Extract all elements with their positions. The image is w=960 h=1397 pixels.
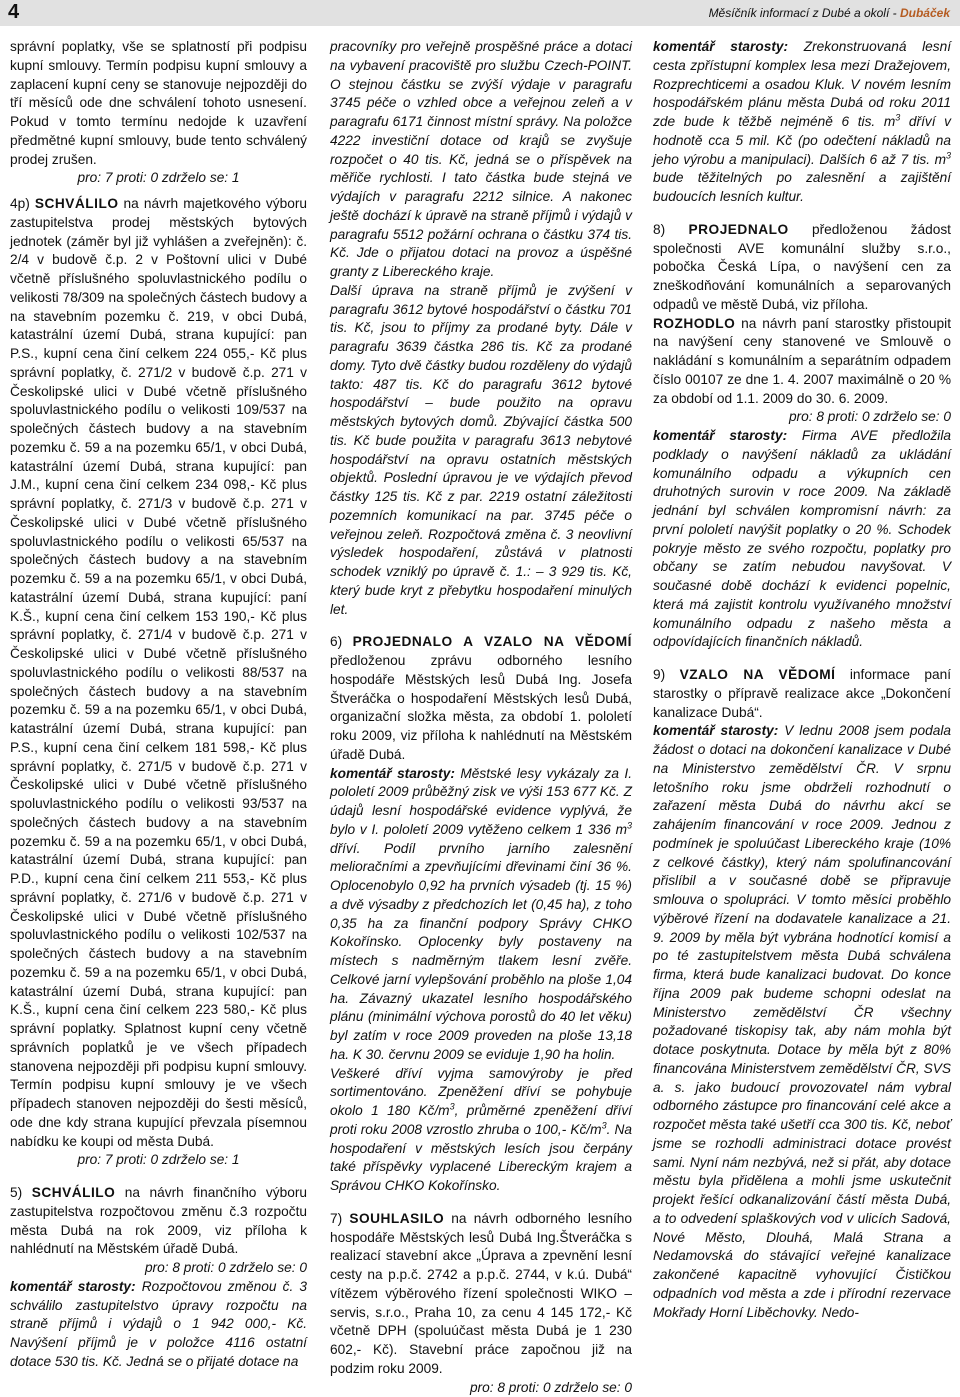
comment-label: komentář starosty: [653,723,778,738]
resolution-8-decision [653,315,951,409]
comment-text: Městské lesy vykázaly za I. pololetí 2009 průběžný zisk ve výši 153 677 Kč. Z údajů lesní hospodářské evidence vyplývá, že bylo v I. pololetí 2009 vytěženo celkem 1 336 m [330,766,632,837]
vote-result: pro: 8 proti: 0 zdrželo se: 0 [330,1379,632,1397]
comment-text: V lednu 2008 jsem podala žádost o dotaci na dokončení kanalizace v Dubé na Ministerstvo zemědělství ČR. V srpnu letošního roku jsme obdrželi rozhodnutí o zařazení města Dubá do návrhu akcí se zahájením financování v roce 2009. Jednou z podmínek je spoluúčast Libereckého kraje (10% z celkové částky), který nám spolufinancování přislíbil a v současné době se připravuje smlouva o spolupráci. V tomto měsíci proběhlo výběrové řízení na dodavatele kanalizace a 21. 9. 2009 by měla být vybrána hodnotící komisí a po té zastupitelstvem města Dubá schválena firma, která bude kanalizaci budovat. Do konce října 2009 pak budeme schopni odeslat na Ministerstvo zemědělství ČR všechny požadované tiskopisy tak, aby nám mohla být dotace poskytnuta. Dotace by měla být z 80% financována Ministerstvem zemědělství ČR, SVS a. s. jako budoucí provozovatel nám vybral odborného zástupce pro financování celé akce a rozpočet města také ušetří cca 300 tis. Kč, neboť jsme se rozhodli administraci dotace provést sami. Nyní nám nezbývá, než si přát, aby dotace městu byla přidělena a mohli jsme uskutečnit projekt řešící odkanalizování částí města Dubá, a to odvedení splaškových vod v ulicích Sadová, Nové Město, Dlouhá, Malá Strana a Nedamovská do stávající veřejné kanalizace zakončené kapacitně vyhovující Čističkou odpadních vod města a zde i přírodní rezervace Mokřady Horní Liběchovky. Nedo- [653,723,951,1319]
vote-result: pro: 7 proti: 0 zdrželo se: 1 [10,1151,307,1170]
resolution-keyword: SOUHLASILO [349,1211,444,1226]
resolution-7 [330,1210,632,1379]
comment-label: komentář starosty: [653,428,787,443]
comment-text: dříví v hodnotě cca 5 mil. Kč (po odečtení nákladů na jeho výrobu a manipulaci). Dalších 6 až 7 tis. m [653,114,951,167]
resolution-6 [330,633,632,764]
page-number: 4 [8,1,19,24]
mayor-comment [330,765,632,1065]
page-header [0,0,960,26]
resolution-5 [10,1184,307,1259]
resolution-text: předloženou zprávu odborného lesního hospodáře Městských lesů Dubá Ing. Josefa Štveráčka o hospodaření Městských lesů Dubá, organizační složka města, za období 1. pololetí roku 2009, viz příloha k nahlédnutí na Městském úřadě Dubá. [330,653,632,762]
resolution-keyword: PROJEDNALO [689,222,789,237]
vote-result: pro: 7 proti: 0 zdrželo se: 1 [10,169,307,188]
comment-text: Rozpočtovou změnou č. 3 schválilo zastupitelstvo úpravy rozpočtu na straně příjmů i výdajů o 1 942 000,- Kč. Navýšení příjmů je v položce 4116 ostatní dotace 530 tis. Kč. Jedná se o přijaté dotace na [10,1279,307,1369]
resolution-text: informace paní starostky o přípravě realizace akce „Dokončení kanalizace Dubá“. [653,667,951,720]
superscript: 3 [946,150,951,160]
mayor-comment [653,38,951,207]
superscript: 3 [602,1120,607,1130]
running-title [709,6,950,20]
publication-name: Měsíčník informací z Dubé a okolí - [709,6,900,20]
brand-name: Dubáček [900,6,950,20]
resolution-text: na návrh odborného lesního hospodáře Městských lesů Dubá Ing.Štveráčka s realizací stavební akce „Úprava a zpevnění lesní cesty na p.p.č. 2742 a p.p.č. 2744, v k.ú. Dubá“ vítězem výběrového řízení společnosti WIKO – servis, s.r.o., Praha 10, za cenu 4 145 172,- Kč včetně DPH (spoluúčast města Dubá je 1 230 602,- Kč). Stavební práce započnou již na podzim roku 2009. [330,1211,632,1376]
resolution-keyword: SCHVÁLILO [35,196,119,211]
paragraph: Další úprava na straně příjmů je zvýšení v paragrafu 3612 bytové hospodářství o částku 701 tis. Kč, jsou to příjmy za prodané byty. Dále v paragrafu 3639 částka 286 tis. Kč za prodané domy. Tyto dvě částky budou rozděleny do výdajů takto: 487 tis. Kč do paragrafu 3612 bytové hospodářství – bude použito na opravu městských bytových domů. Zbývající částka 500 tis. Kč bude použita v paragrafu 3613 nebytové hospodářství na opravu ostatních městských objektů. Poslední úpravou je ve výdajích převod částky 125 tis. Kč z par. 2219 ostatní záležitosti pozemních komunikací na par. 3745 péče o veřejnou zeleň. Rozpočtová změna č. 3 neovlivní výsledek hospodaření, zůstává v platnosti schodek vzniklý po úpravě č. 1.: – 3 929 tis. Kč, který bude kryt z přebytku hospodaření minulých let. [330,282,632,620]
vote-result: pro: 8 proti: 0 zdrželo se: 0 [653,408,951,427]
resolution-keyword: SCHVÁLILO [32,1185,116,1200]
paragraph: správní poplatky, vše se splatností při podpisu kupní smlouvy. Termín podpisu kupní smlouvy a zaplacení kupní ceny se stanovuje nejpozději do tří měsíců ode dne schválení tohoto usnesení. Pokud v tomto termínu nedojde k uzavření předmětné kupní smlouvy, bude tento schválený prodej zrušen. [10,38,307,169]
comment-text: Firma AVE předložila podklady o navýšení nákladů za ukládání komunálního odpadu a výkupních cen druhotných surovin v roce 2009. Na základě jednání byl schválen kompromisní návrh: za první pololetí navýšit poplatky o 20 %. Schodek pokryje město ze svého rozpočtu, poplatky pro občany se zatím nebudou navyšovat. V současné době dochází k evidenci popelnic, která má zajistit kontrolu využívaného množství komunálního odpadu z našeho města a odpovídajících finančních nákladů. [653,428,951,649]
comment-text: dříví. Podíl prvního jarního zalesnění melioračními a zpevňujícími dřevinami činí 36 %. Oplocenobylo 0,92 ha prvních výsadeb (tj. 15 %) a dvě výsadby z předchozích let (0,45 ha), z toho 0,35 ha za finanční podpory Správy CHKO Kokořínsko. Oplocenky byly postaveny na místech s nadměrným tlakem lesní zvěře. Celkové jarní vylepšování proběhlo na ploše 1,04 ha. Závazný ukazatel lesního hospodářského plánu (minimální výchova porostů do 40 let věku) byl zatím v roce 2009 proveden na ploše 13,18 ha. K 30. červnu 2009 se eviduje 1,90 ha holin. [330,841,632,1062]
superscript: 3 [450,1101,455,1111]
resolution-keyword: VZALO NA VĚDOMÍ [680,667,836,682]
comment-label: komentář starosty: [10,1279,136,1294]
vote-result: pro: 8 proti: 0 zdrželo se: 0 [10,1259,307,1278]
comment-label: komentář starosty: [330,766,455,781]
resolution-text: předloženou žádost společnosti AVE komunální služby s.r.o., pobočka Česká Lípa, o navýšení cen za zneškodňování komunálních a separovaných odpadů ve městě Dubá, viz příloha. [653,222,951,312]
item-number: 5) [10,1185,32,1200]
resolution-8 [653,221,951,315]
item-number: 8) [653,222,689,237]
resolution-4p [10,195,307,1151]
resolution-keyword: PROJEDNALO A VZALO NA VĚDOMÍ [353,634,632,649]
column-3 [653,38,951,1322]
comment-text: Zrekonstruovaná lesní cesta zpřístupní komplex lesa mezi Dražejovem, Rozprechticemi a osadou Kluk. V novém lesním hospodářském plánu města Dubá od roku 2011 zde bude k těžbě nejméně 6 tis. m [653,39,951,129]
paragraph [330,1065,632,1196]
column-2 [330,38,632,1397]
item-number: 4p) [10,196,35,211]
resolution-9 [653,666,951,722]
item-number: 7) [330,1211,349,1226]
text-run: . Na hospodaření v městských lesích jsou čerpány také příspěvky vyplacené Libereckým krajem a Správou CHKO Kokořínsko. [330,1122,632,1193]
mayor-comment [653,427,951,652]
comment-label: komentář starosty: [653,39,788,54]
superscript: 3 [895,112,900,122]
mayor-comment [10,1278,307,1372]
superscript: 3 [627,820,632,830]
paragraph: pracovníky pro veřejně prospěšné práce a dotaci na vybavení pracoviště pro službu Czech-POINT. O stejnou částku se zvýší výdaje v paragrafu 3745 péče o vzhled obce a veřejnou zeleň a v paragrafu 6171 činnost místní správy. Na položce 4222 investiční dotace od krajů se zvyšuje rozpočet o 40 tis. Kč, jedná se o příspěvek na měřiče rychlosti. I tato částka bude stejná ve výdajích v paragrafu 2212 silnice. A nakonec ještě dochází k úpravě na straně příjmů i výdajů v paragrafu 5512 požární ochrana o částku 374 tis. Kč. Jde o přijatou dotaci na provoz a úspěšné granty z Libereckého kraje. [330,38,632,282]
resolution-text: na návrh finančního výboru zastupitelstva rozpočtovou změnu č.3 rozpočtu města Dubá na rok 2009, viz příloha k nahlédnutí na Městském úřadě Dubá. [10,1185,307,1256]
resolution-text: na návrh paní starostky přistoupit na navýšení ceny stanovené ve Smlouvě o nakládání s komunálním a separátním odpadem číslo 00107 ze dne 1. 4. 2007 maximálně o 20 % za období od 1.1. 2009 do 30. 6. 2009. [653,316,951,406]
comment-text: bude těžitelných po zalesnění a zajištění budoucích lesních kultur. [653,170,951,204]
resolution-text: na návrh majetkového výboru zastupitelstva prodej městských bytových jednotek (záměr byl již vyhlášen a zveřejněn): č. 2/4 v budově č.p. 2 v Poštovní ulici v Dubé včetně příslušného spoluvlastnického podílu o velikosti 78/309 na společných částech budovy a na stavebním pozemku č. 219, v obci Dubá, katastrální území Dubá, strana kupující: pan P.S., kupní cena činí celkem 224 055,- Kč plus správní poplatky, č. 271/2 v budově č.p. 271 v Českolipské ulici v Dubé včetně příslušného spoluvlastnického podílu o velikosti 109/537 na společných částech budovy a na stavebním pozemku č. 59 a na pozemku 65/1, v obci Dubá, katastrální území Dubá, strana kupující: pan J.M., kupní cena činí celkem 234 098,- Kč plus správní poplatky, č. 271/3 v budově č.p. 271 v Českolipské ulici v Dubé včetně příslušného spoluvlastnického podílu o velikosti 65/537 na společných částech budovy a na stavebním pozemku č. 59 a na pozemku 65/1, v obci Dubá, katastrální území Dubá, strana kupující: paní K.Š., kupní cena činí celkem 153 190,- Kč plus správní poplatky, č. 271/4 v budově č.p. 271 v Českolipské ulici v Dubé včetně příslušného spoluvlastnického podílu o velikosti 88/537 na společných částech budovy a na stavebním pozemku č. 59 a na pozemku 65/1, v obci Dubá, katastrální území Dubá, strana kupující: pan P.S., kupní cena činí celkem 181 598,- Kč plus správní poplatky, č. 271/5 v budově č.p. 271 v Českolipské ulici v Dubé včetně příslušného spoluvlastnického podílu o velikosti 93/537 na společných částech budovy a na stavebním pozemku č. 59 a na pozemku 65/1, v obci Dubá, katastrální území Dubá, strana kupující: pan P.D., kupní cena činí celkem 211 553,- Kč plus správní poplatky, č. 271/6 v budově č.p. 271 v Českolipské ulici v Dubé včetně příslušného spoluvlastnického podílu o velikosti 102/537 na společných částech budovy a na stavebním pozemku č. 59 a na pozemku 65/1, v obci Dubá, katastrální území Dubá, strana kupující: pan K.Š., kupní cena činí celkem 223 580,- Kč plus správní poplatky. Splatnost kupní ceny včetně správních poplatků je ve všech případech stanovena nejpozději při podpisu kupní smlouvy. Termín podpisu kupní smlouvy je ve všech případech stanoven nejpozději do šesti měsíců, ode dne kdy strana kupující převzala písemnou nabídku ke koupi od města Dubá. [10,196,307,1149]
item-number: 6) [330,634,353,649]
mayor-comment [653,722,951,1322]
item-number: 9) [653,667,680,682]
resolution-keyword: ROZHODLO [653,316,735,331]
text-run: , průměrné zpeněžení dříví proti roku 2008 vzrostlo zhruba o 100,- Kč/m [330,1103,632,1137]
text-run: Veškeré dříví vyjma samovýroby je před sortimentováno. Zpeněžení dříví se pohybuje okolo 1 180 Kč/m [330,1066,632,1119]
column-1 [10,38,307,1372]
